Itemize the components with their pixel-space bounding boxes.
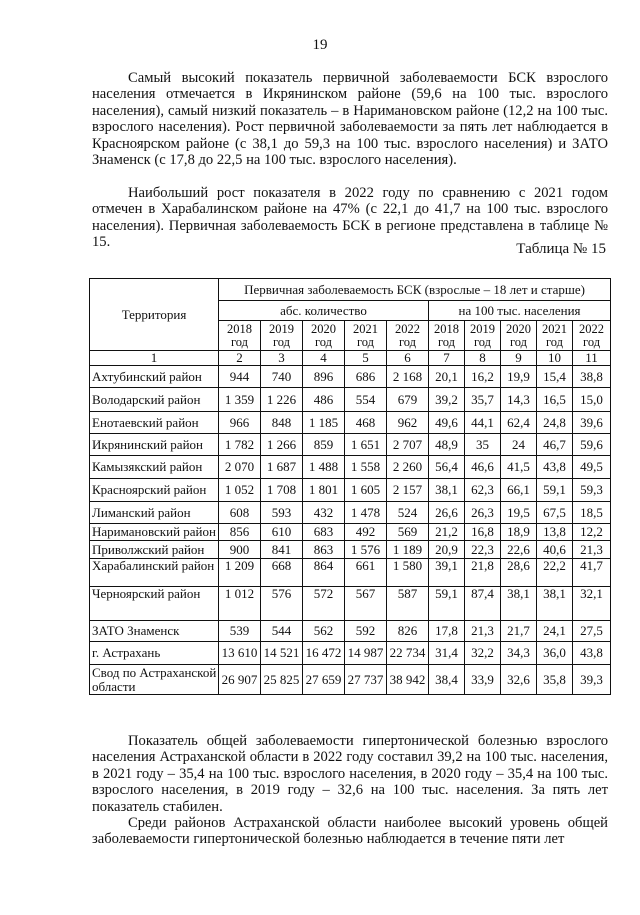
table-cell: 16,5 [537, 388, 573, 412]
table-cell: 1 782 [219, 434, 261, 456]
table-row [90, 621, 611, 642]
territory-name: Камызякский район [90, 456, 219, 479]
table-row [90, 642, 611, 665]
table-row [90, 559, 611, 587]
table-cell: 1 558 [345, 456, 387, 479]
column-number: 3 [261, 351, 303, 366]
table-cell: 1 580 [387, 559, 429, 587]
table-cell: 661 [345, 559, 387, 587]
table-cell: 39,6 [573, 412, 611, 434]
table-cell: 686 [345, 366, 387, 388]
header-year: 2018 год [219, 321, 261, 351]
table-cell: 19,9 [501, 366, 537, 388]
table-cell: 486 [303, 388, 345, 412]
table-cell: 59,1 [429, 587, 465, 621]
table-cell: 22,2 [537, 559, 573, 587]
table-cell: 1 359 [219, 388, 261, 412]
table-cell: 1 012 [219, 587, 261, 621]
territory-name: Енотаевский район [90, 412, 219, 434]
table-cell: 13,8 [537, 524, 573, 541]
table-cell: 67,5 [537, 502, 573, 524]
table-cell: 683 [303, 524, 345, 541]
table-cell: 1 185 [303, 412, 345, 434]
table-cell: 56,4 [429, 456, 465, 479]
paragraph-3-text: Показатель общей заболеваемости гипертонической болезнью взрослого населения Астраханской области в 2022 году составил 39,2 на 100 тыс. населения, в 2021 году – 35,4 на 100 тыс. взрослого населения, в 2020 году – 35,4 на 100 тыс. взрослого населения, в 2019 году – 32,6 на 100 тыс. населения. За пять лет показатель стабилен. [92, 733, 608, 815]
table-cell: 524 [387, 502, 429, 524]
table-row [90, 388, 611, 412]
territory-name: Харабалинский район [90, 559, 219, 587]
table-cell: 38,1 [501, 587, 537, 621]
table-cell: 26 907 [219, 665, 261, 695]
table-cell: 592 [345, 621, 387, 642]
paragraph-hypertension [92, 733, 608, 815]
table-cell: 859 [303, 434, 345, 456]
table-cell: 1 708 [261, 479, 303, 502]
table-cell: 2 157 [387, 479, 429, 502]
table-row [90, 434, 611, 456]
table-cell: 740 [261, 366, 303, 388]
table-cell: 15,4 [537, 366, 573, 388]
table-cell: 22,3 [465, 541, 501, 559]
column-number: 4 [303, 351, 345, 366]
table-cell: 1 478 [345, 502, 387, 524]
territory-name: Приволжский район [90, 541, 219, 559]
paragraph-2-text: Наибольший рост показателя в 2022 году по сравнению с 2021 годом отмечен в Харабалинском районе на 47% (с 22,1 до 41,7 на 100 тыс. взрослого населения). Первичная заболеваемость БСК в регионе представлена в таблице № 15. [92, 185, 608, 251]
table-cell: 554 [345, 388, 387, 412]
table-cell: 27 737 [345, 665, 387, 695]
header-main: Первичная заболеваемость БСК (взрослые – 18 лет и старше) [219, 279, 611, 301]
table-cell: 12,2 [573, 524, 611, 541]
table-cell: 39,2 [429, 388, 465, 412]
territory-name: Ахтубинский район [90, 366, 219, 388]
table-cell: 966 [219, 412, 261, 434]
table-cell: 14 521 [261, 642, 303, 665]
table-cell: 20,1 [429, 366, 465, 388]
header-year: 2022 год [573, 321, 611, 351]
table-cell: 1 651 [345, 434, 387, 456]
table-cell: 14 987 [345, 642, 387, 665]
table-cell: 679 [387, 388, 429, 412]
table-cell: 944 [219, 366, 261, 388]
table-cell: 1 226 [261, 388, 303, 412]
header-abs: абс. количество [219, 301, 429, 321]
table-cell: 46,6 [465, 456, 501, 479]
header-per100k: на 100 тыс. населения [429, 301, 611, 321]
table-cell: 32,2 [465, 642, 501, 665]
table-cell: 896 [303, 366, 345, 388]
incidence-table [89, 278, 611, 695]
table-cell: 38,8 [573, 366, 611, 388]
table-cell: 1 266 [261, 434, 303, 456]
table-cell: 572 [303, 587, 345, 621]
table-cell: 87,4 [465, 587, 501, 621]
table-cell: 43,8 [537, 456, 573, 479]
territory-name: Наримановский район [90, 524, 219, 541]
table-cell: 20,9 [429, 541, 465, 559]
table-cell: 1 209 [219, 559, 261, 587]
column-number: 5 [345, 351, 387, 366]
table-cell: 25 825 [261, 665, 303, 695]
table-cell: 34,3 [501, 642, 537, 665]
paragraph-primary-incidence [92, 70, 608, 168]
header-year: 2020 год [501, 321, 537, 351]
table-cell: 38,1 [429, 479, 465, 502]
table-row [90, 587, 611, 621]
table-row [90, 456, 611, 479]
table-cell: 31,4 [429, 642, 465, 665]
table-cell: 24 [501, 434, 537, 456]
table-cell: 44,1 [465, 412, 501, 434]
table-cell: 468 [345, 412, 387, 434]
table-cell: 41,7 [573, 559, 611, 587]
table-cell: 610 [261, 524, 303, 541]
table-cell: 19,5 [501, 502, 537, 524]
table-cell: 1 052 [219, 479, 261, 502]
table-cell: 864 [303, 559, 345, 587]
column-number: 10 [537, 351, 573, 366]
table-cell: 1 605 [345, 479, 387, 502]
table-cell: 24,8 [537, 412, 573, 434]
table-cell: 16 472 [303, 642, 345, 665]
table-cell: 492 [345, 524, 387, 541]
table-cell: 62,4 [501, 412, 537, 434]
table-row [90, 665, 611, 695]
table-cell: 1 189 [387, 541, 429, 559]
table-cell: 49,5 [573, 456, 611, 479]
header-year: 2019 год [261, 321, 303, 351]
table-cell: 432 [303, 502, 345, 524]
table-cell: 48,9 [429, 434, 465, 456]
table-cell: 539 [219, 621, 261, 642]
table-cell: 32,1 [573, 587, 611, 621]
territory-name: ЗАТО Знаменск [90, 621, 219, 642]
territory-name: г. Астрахань [90, 642, 219, 665]
table-cell: 587 [387, 587, 429, 621]
table-cell: 962 [387, 412, 429, 434]
table-cell: 40,6 [537, 541, 573, 559]
table-cell: 562 [303, 621, 345, 642]
table-cell: 35 [465, 434, 501, 456]
table-cell: 35,7 [465, 388, 501, 412]
table-row [90, 541, 611, 559]
table-cell: 59,6 [573, 434, 611, 456]
table-cell: 569 [387, 524, 429, 541]
table-cell: 26,6 [429, 502, 465, 524]
table-cell: 26,3 [465, 502, 501, 524]
table-cell: 608 [219, 502, 261, 524]
table-cell: 14,3 [501, 388, 537, 412]
territory-name: Черноярский район [90, 587, 219, 621]
table-cell: 21,2 [429, 524, 465, 541]
table-cell: 66,1 [501, 479, 537, 502]
territory-name: Свод по Астраханской области [90, 665, 219, 695]
column-number: 1 [90, 351, 219, 366]
page-number: 19 [312, 37, 328, 53]
table-cell: 1 801 [303, 479, 345, 502]
table-cell: 35,8 [537, 665, 573, 695]
table-cell: 38,1 [537, 587, 573, 621]
table-row [90, 479, 611, 502]
table-cell: 856 [219, 524, 261, 541]
header-year: 2021 год [345, 321, 387, 351]
table-cell: 39,3 [573, 665, 611, 695]
table-cell: 15,0 [573, 388, 611, 412]
table-cell: 2 070 [219, 456, 261, 479]
table-cell: 17,8 [429, 621, 465, 642]
table-cell: 2 260 [387, 456, 429, 479]
table-cell: 1 488 [303, 456, 345, 479]
table-row [90, 524, 611, 541]
table-cell: 41,5 [501, 456, 537, 479]
table-cell: 1 576 [345, 541, 387, 559]
table-row [90, 412, 611, 434]
territory-name: Володарский район [90, 388, 219, 412]
table-cell: 33,9 [465, 665, 501, 695]
header-year: 2019 год [465, 321, 501, 351]
table-cell: 27 659 [303, 665, 345, 695]
column-number: 2 [219, 351, 261, 366]
territory-name: Лиманский район [90, 502, 219, 524]
table-caption: Таблица № 15 [516, 241, 606, 257]
table-cell: 900 [219, 541, 261, 559]
table-cell: 38,4 [429, 665, 465, 695]
header-territory: Территория [90, 279, 219, 351]
header-year: 2021 год [537, 321, 573, 351]
table-cell: 576 [261, 587, 303, 621]
table-cell: 848 [261, 412, 303, 434]
table-cell: 841 [261, 541, 303, 559]
table-cell: 668 [261, 559, 303, 587]
table-cell: 32,6 [501, 665, 537, 695]
table-cell: 544 [261, 621, 303, 642]
table-cell: 2 168 [387, 366, 429, 388]
table-cell: 59,1 [537, 479, 573, 502]
table-row [90, 366, 611, 388]
table-cell: 22 734 [387, 642, 429, 665]
table-cell: 39,1 [429, 559, 465, 587]
table-cell: 38 942 [387, 665, 429, 695]
table-cell: 28,6 [501, 559, 537, 587]
column-number: 9 [501, 351, 537, 366]
table-cell: 59,3 [573, 479, 611, 502]
table-cell: 863 [303, 541, 345, 559]
table-cell: 13 610 [219, 642, 261, 665]
table-cell: 1 687 [261, 456, 303, 479]
table-cell: 43,8 [573, 642, 611, 665]
table-cell: 49,6 [429, 412, 465, 434]
table-cell: 36,0 [537, 642, 573, 665]
header-year: 2022 год [387, 321, 429, 351]
table-cell: 16,2 [465, 366, 501, 388]
table-cell: 826 [387, 621, 429, 642]
paragraph-districts [92, 815, 608, 848]
table-cell: 46,7 [537, 434, 573, 456]
table-cell: 18,5 [573, 502, 611, 524]
table-cell: 22,6 [501, 541, 537, 559]
territory-name: Икрянинский район [90, 434, 219, 456]
column-number: 8 [465, 351, 501, 366]
table-row [90, 502, 611, 524]
table-cell: 18,9 [501, 524, 537, 541]
table-cell: 16,8 [465, 524, 501, 541]
table-cell: 24,1 [537, 621, 573, 642]
table-cell: 27,5 [573, 621, 611, 642]
header-year: 2018 год [429, 321, 465, 351]
column-number: 11 [573, 351, 611, 366]
table-cell: 567 [345, 587, 387, 621]
table-cell: 21,8 [465, 559, 501, 587]
header-year: 2020 год [303, 321, 345, 351]
territory-name: Красноярский район [90, 479, 219, 502]
table-cell: 593 [261, 502, 303, 524]
table-cell: 21,7 [501, 621, 537, 642]
column-number: 6 [387, 351, 429, 366]
paragraph-1-text: Самый высокий показатель первичной заболеваемости БСК взрослого населения отмечается в Икрянинском районе (59,6 на 100 тыс. взрослого населения), самый низкий показатель – в Наримановском районе (12,2 на 100 тыс. взрослого населения). Рост первичной заболеваемости за пять лет наблюдается в Красноярском районе (с 38,1 до 59,3 на 100 тыс. взрослого населения) и ЗАТО Знаменск (с 17,8 до 22,5 на 100 тыс. взрослого населения). [92, 70, 608, 169]
table-cell: 21,3 [465, 621, 501, 642]
paragraph-4-text: Среди районов Астраханской области наиболее высокий уровень общей заболеваемости гипертонической болезнью наблюдается в течение пяти лет [92, 815, 608, 848]
column-number: 7 [429, 351, 465, 366]
table-cell: 2 707 [387, 434, 429, 456]
table-cell: 62,3 [465, 479, 501, 502]
table-cell: 21,3 [573, 541, 611, 559]
